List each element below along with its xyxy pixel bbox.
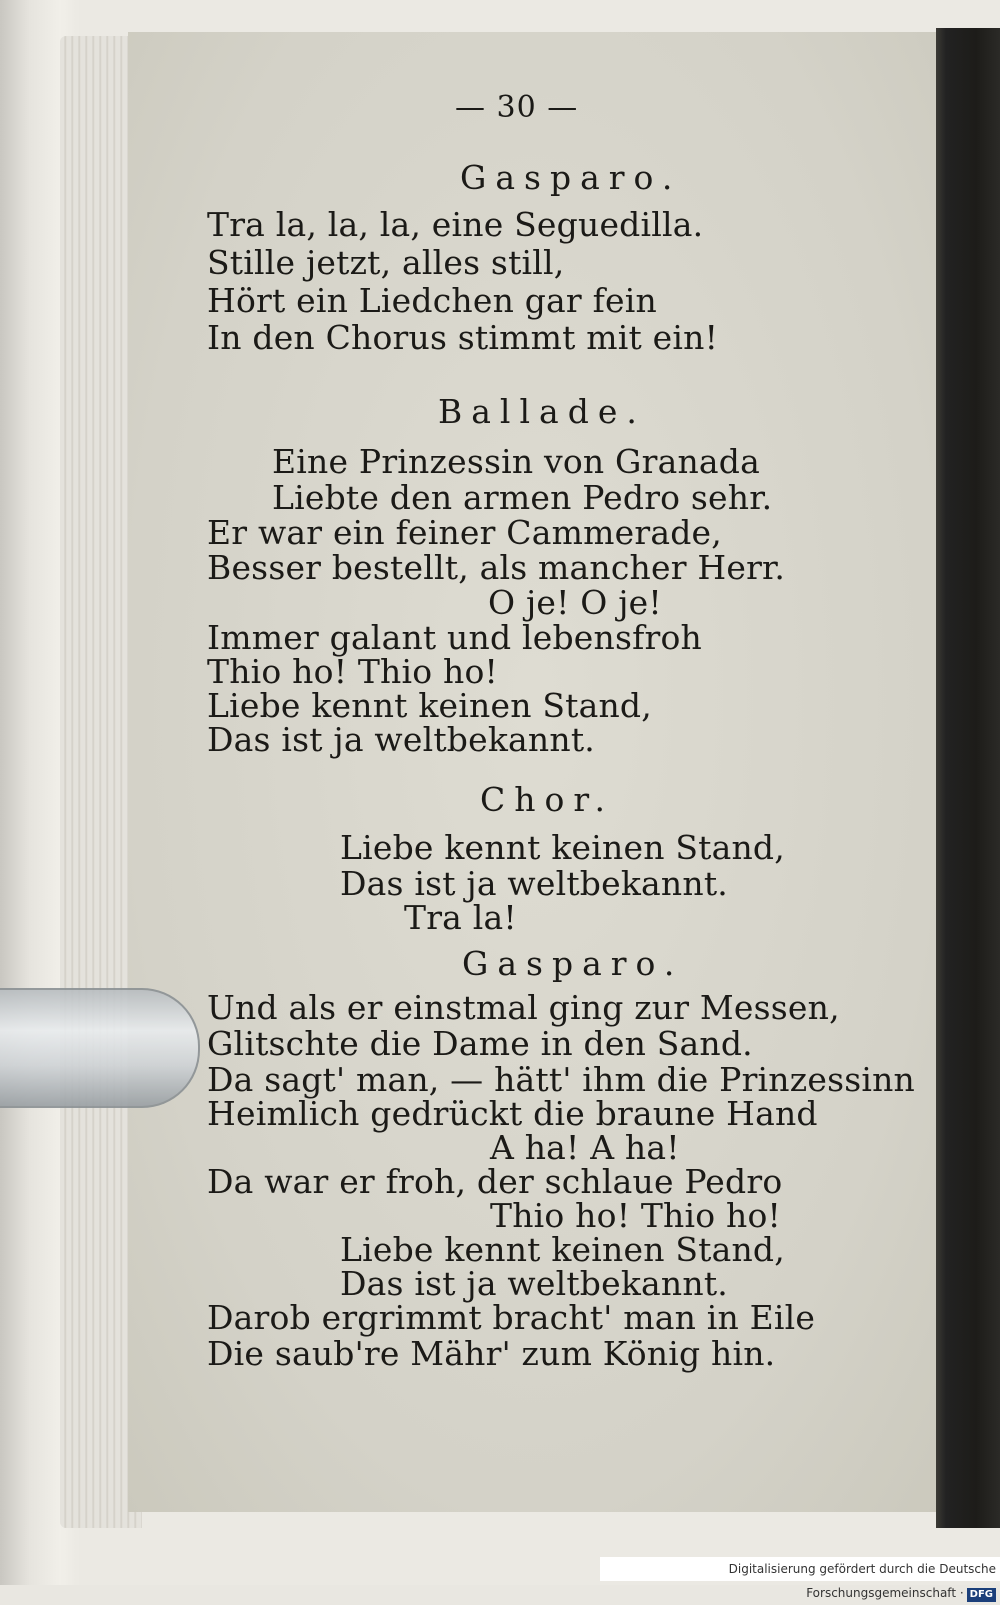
verse-line: Liebe kennt keinen Stand,: [207, 686, 652, 725]
verse-line: Da war er froh, der schlaue Pedro: [207, 1162, 783, 1201]
verse-line: Liebe kennt keinen Stand,: [340, 828, 785, 867]
verse-line: O je! O je!: [488, 583, 662, 622]
footer-text: Digitalisierung gefördert durch die Deutsche Forschungsgemeinschaft ·: [728, 1562, 996, 1600]
verse-line: Das ist ja weltbekannt.: [340, 1264, 728, 1303]
verse-line: Das ist ja weltbekannt.: [207, 720, 595, 759]
verse-line: Hört ein Liedchen gar fein: [207, 281, 657, 320]
page-holder-ruler: [0, 988, 200, 1108]
speaker-heading: Gasparo.: [460, 158, 682, 197]
verse-line: Da sagt' man, — hätt' ihm die Prinzessinn: [207, 1060, 915, 1099]
verse-line: Heimlich gedrückt die braune Hand: [207, 1094, 818, 1133]
verse-line: Tra la!: [404, 898, 517, 937]
verse-line: Das ist ja weltbekannt.: [340, 864, 728, 903]
section-heading: Chor.: [480, 780, 615, 819]
verse-line: Liebte den armen Pedro sehr.: [272, 478, 773, 517]
verse-line: Darob ergrimmt bracht' man in Eile: [207, 1298, 816, 1337]
verse-line: Er war ein feiner Cammerade,: [207, 513, 722, 552]
verse-line: Immer galant und lebensfroh: [207, 618, 703, 657]
speaker-heading: Gasparo.: [462, 944, 684, 983]
verse-line: In den Chorus stimmt mit ein!: [207, 318, 719, 357]
verse-line: Thio ho! Thio ho!: [207, 652, 499, 691]
verse-line: Glitschte die Dame in den Sand.: [207, 1024, 753, 1063]
verse-line: A ha! A ha!: [490, 1128, 680, 1167]
section-heading: Ballade.: [438, 392, 646, 431]
page-number: — 30 —: [455, 90, 579, 125]
verse-line: Liebe kennt keinen Stand,: [340, 1230, 785, 1269]
verse-line: Und als er einstmal ging zur Messen,: [207, 988, 840, 1027]
verse-line: Eine Prinzessin von Granada: [272, 442, 760, 481]
verse-line: Tra la, la, la, eine Seguedilla.: [207, 205, 704, 244]
verse-line: Thio ho! Thio ho!: [490, 1196, 782, 1235]
digitization-footer: [600, 1557, 1000, 1600]
dfg-logo-icon: DFG: [967, 1588, 996, 1602]
verse-line: Die saub're Mähr' zum König hin.: [207, 1334, 776, 1373]
verse-line: Stille jetzt, alles still,: [207, 243, 565, 282]
verse-line: Besser bestellt, als mancher Herr.: [207, 548, 786, 587]
